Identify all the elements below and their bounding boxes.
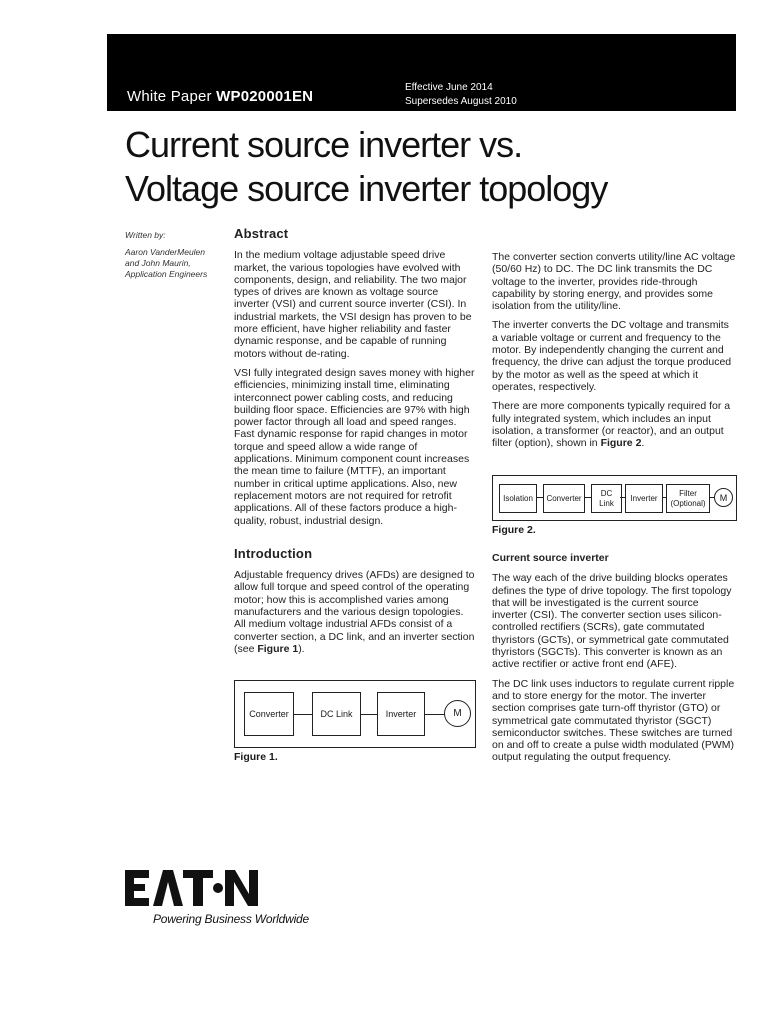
abstract-heading: Abstract bbox=[234, 226, 289, 241]
connector bbox=[536, 497, 543, 498]
figure-2-filter-block: Filter (Optional) bbox=[666, 484, 710, 513]
connector bbox=[360, 714, 377, 715]
connector bbox=[293, 714, 312, 715]
doc-label bbox=[127, 88, 313, 105]
figure-2-dc-link-block: DC Link bbox=[591, 484, 622, 513]
figure-2-inverter-block: Inverter bbox=[625, 484, 663, 513]
csi-heading: Current source inverter bbox=[492, 552, 609, 564]
effective-dates bbox=[405, 81, 517, 109]
csi-paragraph-2: The DC link uses inductors to regulate current ripple and to store energy for the motor. The inverter section comprises gate turn-off thyristor (GTO) or symmetrical gate commutated thyristor (SGCT) semiconductor switches. These switches are turned on and off to create a pulse width modulated (PWM) output regulating the output frequency. bbox=[492, 677, 735, 764]
title-line-2: Voltage source inverter topology bbox=[125, 168, 608, 209]
inverter-paragraph: The inverter converts the DC voltage and transmits a variable voltage or current and frequency to the motor. By independently changing the current and frequency, the drive can adjust the torque produced by the motor as well as the speed at which it operates, respectively. bbox=[492, 319, 732, 393]
figure-2-reference: Figure 2 bbox=[600, 437, 642, 450]
csi-paragraph-1: The way each of the drive building blocks operates defines the type of drive topology. The first topology that will be investigated is the current source inverter (CSI). The converter section uses silicon-controlled rectifiers (SCRs), gate commutated thyristors (GCTs), or symmetrical gate commutated thyristors (SGCTs). This converter is known as an active rectifier or active front end (AFE). bbox=[492, 572, 732, 671]
connector bbox=[424, 714, 445, 715]
page-title bbox=[125, 123, 725, 211]
supersedes-date: Supersedes August 2010 bbox=[405, 96, 517, 107]
written-by-label: Written by: bbox=[125, 230, 166, 240]
introduction-heading: Introduction bbox=[234, 545, 313, 561]
figure-1-inverter-block: Inverter bbox=[377, 692, 425, 736]
abstract-paragraph-1: In the medium voltage adjustable speed drive market, the various topologies have evolved with components, design, and reliability. The two major types of drives are known as voltage source inverter (VSI) and current source inverter (CSI). In industrial markets, the VSI design has proven to be more efficient, have higher reliability and faster dynamic response, and be capable of running motors without de-rating. bbox=[234, 249, 472, 360]
introduction-paragraph: Adjustable frequency drives (AFDs) are designed to allow full torque and speed control of the operating motor; how this is accomplished varies among manufacturers and the various design topologies. All medium voltage industrial AFDs consist of a converter section, a DC link, and an inverter section (see Figure 1). bbox=[234, 569, 475, 655]
figure-1-motor: M bbox=[444, 700, 471, 727]
components-paragraph: There are more components typically required for a fully integrated system, which includes an input isolation, a transformer (or reactor), and an output filter (option), shown in Figure 2. bbox=[492, 400, 731, 450]
figure-2-diagram bbox=[492, 475, 737, 521]
figure-1-converter-block: Converter bbox=[244, 692, 294, 736]
eaton-logo bbox=[125, 868, 259, 913]
doc-number: WP020001EN bbox=[216, 88, 314, 105]
author-role: Application Engineers bbox=[125, 269, 208, 279]
figure-2-isolation-block: Isolation bbox=[499, 484, 537, 513]
csi-section bbox=[492, 552, 736, 771]
header-band bbox=[107, 34, 736, 111]
figure-1-dc-link-block: DC Link bbox=[312, 692, 361, 736]
effective-date: Effective June 2014 bbox=[405, 82, 493, 93]
figure-1-reference: Figure 1 bbox=[257, 642, 299, 655]
eaton-logo-mark bbox=[125, 868, 259, 908]
author-line-1: Aaron VanderMeulen bbox=[125, 247, 206, 257]
column-right bbox=[492, 251, 736, 456]
figure-1-diagram bbox=[234, 680, 476, 748]
author-line-2: and John Maurin, bbox=[125, 258, 191, 268]
byline bbox=[125, 230, 225, 280]
figure-2-motor: M bbox=[714, 488, 733, 507]
figure-1-caption: Figure 1. bbox=[234, 751, 278, 763]
doc-type: White Paper bbox=[127, 88, 212, 105]
abstract-paragraph-2: VSI fully integrated design saves money with higher efficiencies, minimizing install time, eliminating interconnect power cabling costs, and reducing building floor space. Efficiencies are 97% with high power factor through all load and speed ranges. Fast dynamic response for rapid changes in motor torque and speed allow a wide range of applications. Minimum component count increases the mean time to failure (MTTF), an important number in critical uptime applications. Also, new replacement motors are not required for retrofit applications. All of these factors produce a high-quality, robust, industrial design. bbox=[234, 366, 475, 527]
column-left bbox=[234, 228, 476, 662]
converter-paragraph: The converter section converts utility/line AC voltage (50/60 Hz) to DC. The DC link transmits the DC voltage to the inverter, provides ride-through capability by storing energy, and provides some isolation from the utility/line. bbox=[492, 251, 736, 313]
figure-2-converter-block: Converter bbox=[543, 484, 585, 513]
figure-2-caption: Figure 2. bbox=[492, 524, 536, 536]
tagline: Powering Business Worldwide bbox=[153, 912, 310, 926]
connector bbox=[584, 497, 591, 498]
title-line-1: Current source inverter vs. bbox=[125, 124, 523, 165]
